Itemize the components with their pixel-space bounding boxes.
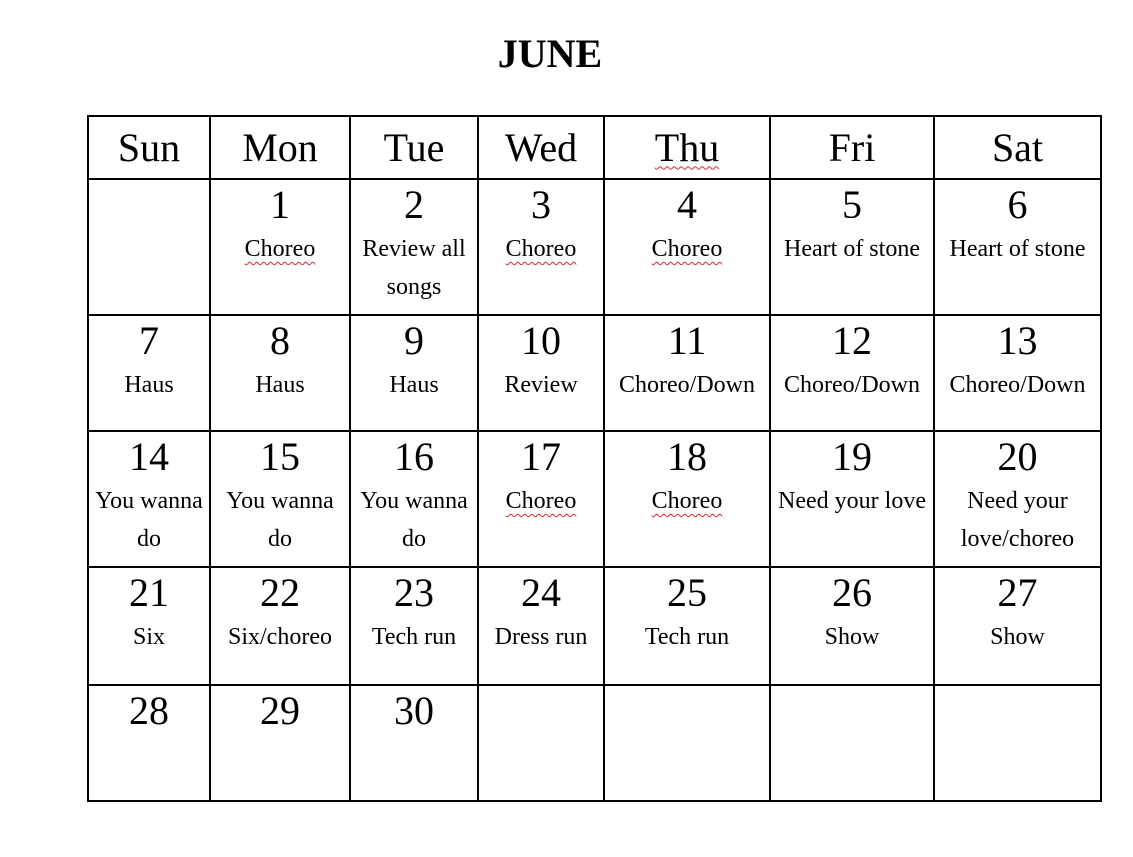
day-cell — [350, 431, 478, 567]
day-event-text: Haus — [255, 372, 305, 398]
day-event — [211, 482, 349, 558]
week-row — [88, 315, 1101, 431]
weekday-label: Mon — [242, 124, 318, 170]
week-row — [88, 685, 1101, 801]
day-event — [935, 618, 1100, 656]
day-event-text: Need your love — [778, 488, 926, 514]
day-event-text: Six — [132, 624, 165, 650]
day-cell — [210, 567, 350, 685]
day-cell — [88, 315, 210, 431]
weekday-label: Tue — [383, 124, 445, 170]
day-cell — [770, 315, 934, 431]
day-number: 1 — [270, 182, 290, 227]
day-cell — [210, 315, 350, 431]
day-cell — [478, 431, 604, 567]
day-number: 9 — [404, 318, 424, 363]
day-event-text: Review — [504, 372, 578, 398]
day-event-text: Heart of stone — [949, 236, 1086, 262]
day-number: 8 — [270, 318, 290, 363]
day-cell — [350, 315, 478, 431]
week-row — [88, 431, 1101, 567]
day-number: 30 — [394, 688, 434, 733]
day-event — [935, 230, 1100, 268]
day-cell — [210, 685, 350, 801]
day-number: 17 — [521, 434, 561, 479]
day-number: 20 — [997, 434, 1038, 479]
day-event — [935, 482, 1100, 558]
day-event-text: Choreo/Down — [949, 372, 1086, 398]
day-number: 27 — [997, 570, 1038, 615]
day-number: 13 — [997, 318, 1038, 363]
day-event — [605, 618, 769, 656]
day-event-text: Choreo — [651, 236, 723, 262]
day-cell — [934, 179, 1101, 315]
day-cell — [478, 179, 604, 315]
day-number: 12 — [832, 318, 872, 363]
day-cell — [770, 431, 934, 567]
day-cell — [350, 685, 478, 801]
day-cell-empty — [88, 179, 210, 315]
week-row — [88, 179, 1101, 315]
day-event — [479, 366, 603, 404]
day-number: 28 — [129, 688, 169, 733]
day-number: 15 — [260, 434, 300, 479]
weekday-header — [88, 116, 210, 179]
day-number: 10 — [521, 318, 561, 363]
day-number: 7 — [139, 318, 159, 363]
day-number: 6 — [1007, 182, 1028, 227]
day-cell — [934, 567, 1101, 685]
day-number: 11 — [667, 318, 707, 363]
day-number: 4 — [677, 182, 697, 227]
day-cell — [604, 179, 770, 315]
weekday-header — [478, 116, 604, 179]
weekday-header — [210, 116, 350, 179]
day-number: 25 — [667, 570, 707, 615]
day-cell — [350, 567, 478, 685]
day-event — [211, 366, 349, 404]
calendar-grid — [87, 115, 1102, 802]
day-cell — [604, 431, 770, 567]
day-cell — [210, 431, 350, 567]
day-event-text: Haus — [124, 372, 174, 398]
weekday-header — [604, 116, 770, 179]
day-event — [479, 482, 603, 520]
day-number: 26 — [832, 570, 872, 615]
day-cell-empty — [604, 685, 770, 801]
day-event — [351, 230, 477, 306]
day-event — [605, 482, 769, 520]
week-row — [88, 567, 1101, 685]
day-cell — [350, 179, 478, 315]
day-cell-empty — [478, 685, 604, 801]
day-event — [605, 230, 769, 268]
day-event-text: Choreo — [505, 488, 577, 514]
day-event-text: Choreo — [505, 236, 577, 262]
day-number: 14 — [129, 434, 169, 479]
day-number: 5 — [842, 182, 862, 227]
day-cell — [604, 315, 770, 431]
day-event — [351, 366, 477, 404]
day-cell — [478, 567, 604, 685]
day-event — [605, 366, 769, 404]
weekday-header — [350, 116, 478, 179]
day-cell — [604, 567, 770, 685]
day-event-text: Need your love/choreo — [960, 488, 1075, 552]
day-event — [771, 618, 933, 656]
day-event-text: You wanna do — [226, 488, 334, 552]
day-event — [211, 230, 349, 268]
day-event-text: You wanna do — [95, 488, 203, 552]
day-cell-empty — [934, 685, 1101, 801]
day-event-text: Choreo — [651, 488, 723, 514]
weekday-header — [770, 116, 934, 179]
day-number: 23 — [394, 570, 434, 615]
day-event-text: Show — [824, 624, 880, 650]
weekday-header-row — [88, 116, 1101, 179]
weekday-header — [934, 116, 1101, 179]
day-event-text: Choreo/Down — [619, 372, 755, 398]
day-event — [351, 482, 477, 558]
day-number: 19 — [832, 434, 872, 479]
day-number: 22 — [260, 570, 300, 615]
day-cell — [934, 431, 1101, 567]
day-event — [89, 618, 209, 656]
day-number: 16 — [394, 434, 434, 479]
day-event — [89, 366, 209, 404]
day-number: 18 — [667, 434, 707, 479]
day-event-text: Review all songs — [362, 236, 466, 300]
day-number: 2 — [404, 182, 424, 227]
weekday-label: Wed — [504, 124, 578, 170]
day-event-text: Six/choreo — [228, 624, 332, 650]
page-title: JUNE — [497, 31, 603, 76]
day-event-text: Heart of stone — [784, 236, 920, 262]
weekday-label: Thu — [654, 124, 720, 170]
day-event — [479, 618, 603, 656]
day-cell — [478, 315, 604, 431]
day-cell — [210, 179, 350, 315]
day-cell — [934, 315, 1101, 431]
day-event-text: Dress run — [494, 624, 588, 650]
day-event-text: Tech run — [644, 624, 730, 650]
day-cell — [88, 685, 210, 801]
day-number: 29 — [260, 688, 300, 733]
day-event — [935, 366, 1100, 404]
day-event-text: Show — [990, 624, 1045, 650]
day-event — [479, 230, 603, 268]
day-event-text: Tech run — [371, 624, 457, 650]
day-event — [351, 618, 477, 656]
day-event — [89, 482, 209, 558]
day-cell — [770, 567, 934, 685]
day-cell — [770, 179, 934, 315]
day-event — [771, 366, 933, 404]
day-event — [771, 230, 933, 268]
day-event-text: Choreo/Down — [784, 372, 920, 398]
weekday-label: Sat — [991, 124, 1044, 170]
day-cell-empty — [770, 685, 934, 801]
day-number: 21 — [129, 570, 169, 615]
day-cell — [88, 567, 210, 685]
day-number: 24 — [521, 570, 561, 615]
weekday-label: Sun — [117, 124, 181, 170]
day-event-text: Choreo — [244, 236, 316, 262]
day-cell — [88, 431, 210, 567]
day-event — [211, 618, 349, 656]
weekday-label: Fri — [828, 124, 876, 170]
day-event-text: You wanna do — [360, 488, 468, 552]
day-number: 3 — [531, 182, 551, 227]
day-event-text: Haus — [389, 372, 439, 398]
day-event — [771, 482, 933, 520]
